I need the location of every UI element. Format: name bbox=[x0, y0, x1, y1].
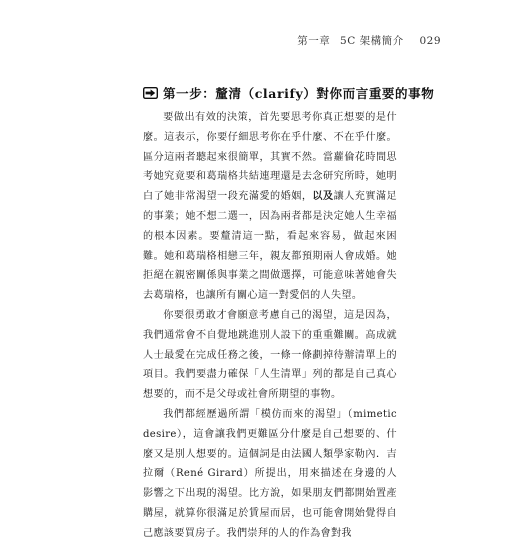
section-heading bbox=[143, 84, 434, 102]
paragraph: 你要很勇敢才會願意考慮自己的渴望，這是因為，我們通常會不自覺地跳進別人設下的重重難關。高成就人士最愛在完成任務之後，一條一條劃掉待辦清單上的項目。我們要盡力確保「人生清單」列的都是自己真心想要的，而不是父母或社會所期望的事物。 bbox=[143, 309, 397, 401]
paragraph: 我們都經歷過所謂「模仿而來的渴望」（mimetic desire），這會讓我們更難區分什麼是自己想要的、什麼又是別人想要的。這個詞是由法國人類學家勒內．吉拉爾（René Girard）所提出，用來描述在身邊的人影響之下出現的渴望。比方說，如果朋友們都開始置產購屋，就算你很滿足於賃屋而居，也可能會開始覺得自己應該要買房子。我們崇拜的人的作為會對我 bbox=[143, 408, 397, 539]
body-text bbox=[143, 108, 397, 544]
page-number: 029 bbox=[419, 35, 441, 47]
chapter-title: 5C 架構簡介 bbox=[340, 35, 404, 47]
right-arrow-icon bbox=[143, 87, 158, 99]
paragraph: 要做出有效的決策，首先要思考你真正想要的是什麼。這表示，你要仔細思考你在乎什麼、不在乎什麼。區分這兩者聽起來很簡單，其實不然。當蘿倫花時間思考她究竟要和葛瑞格共結連理還是去念研究所時，她明白了她非常渴望一段充滿愛的婚姻，以及讓人充實滿足的事業；她不想二選一，因為兩者都是決定她人生幸福的根本因素。要釐清這一點，看起來容易，做起來困難。她和葛瑞格相戀三年，親友都預期兩人會成婚。她拒絕在親密關係與事業之間做選擇，可能意味著她會失去葛瑞格，也讓所有關心這一對愛侶的人失望。 bbox=[143, 112, 397, 302]
emphasis: 以及 bbox=[312, 191, 334, 203]
running-header bbox=[297, 33, 441, 48]
section-heading-text: 第一步：釐清（clarify）對你而言重要的事物 bbox=[163, 86, 435, 101]
chapter-label: 第一章 bbox=[297, 35, 331, 47]
